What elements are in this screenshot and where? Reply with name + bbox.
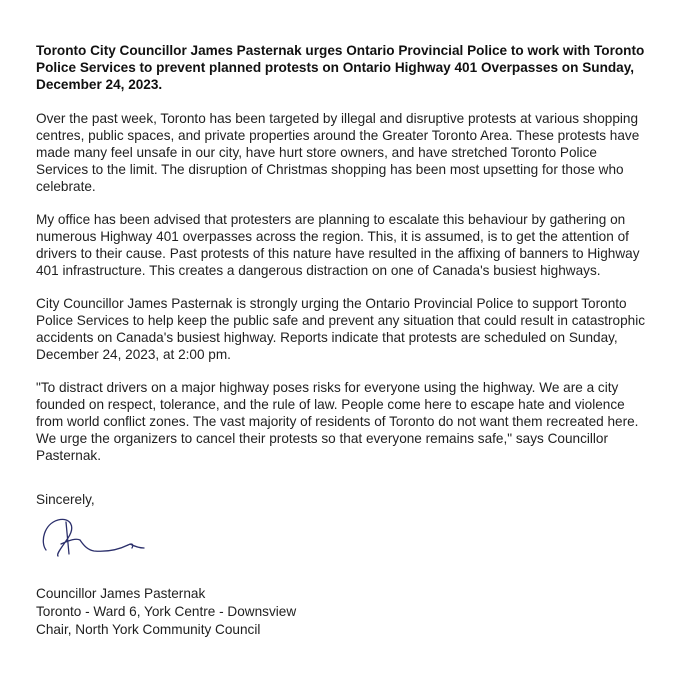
letter-headline: Toronto City Councillor James Pasternak urges Ontario Provincial Police to work with Toronto Police Services to prevent planned protests on Ontario Highway 401 Overpasses on Sunday, December 24, 2023. (36, 43, 645, 92)
signatory-name: Councillor James Pasternak (36, 586, 206, 601)
letter-body (36, 42, 648, 508)
signatory-ward: Toronto - Ward 6, York Centre - Downsview (36, 604, 297, 619)
letter-paragraph-4: "To distract drivers on a major highway poses risks for everyone using the highway. We are a city founded on respect, tolerance, and the rule of law. People come here to escape hate and violence from world conflict zones. The vast majority of residents of Toronto do not want them recreated here. We urge the organizers to cancel their protests so that everyone remains safe," says Councillor Pasternak. (36, 380, 639, 463)
letter-paragraph-2: My office has been advised that protesters are planning to escalate this behaviour by gathering on numerous Highway 401 overpasses across the region. This, it is assumed, is to get the attention of drivers to their cause. Past protests of this nature have resulted in the affixing of banners to Highway 401 infrastructure. This creates a dangerous distraction on one of Canada's busiest highways. (36, 212, 640, 278)
signature-block (36, 585, 296, 639)
letter-closing: Sincerely, (36, 492, 95, 507)
handwritten-signature (36, 510, 146, 566)
letter-paragraph-3: City Councillor James Pasternak is strongly urging the Ontario Provincial Police to support Toronto Police Services to help keep the public safe and prevent any situation that could result in catastrophic accidents on Canada's busiest highway. Reports indicate that protests are scheduled on Sunday, December 24, 2023, at 2:00 pm. (36, 296, 646, 362)
signatory-role: Chair, North York Community Council (36, 622, 261, 637)
letter-paragraph-1: Over the past week, Toronto has been targeted by illegal and disruptive protests at various shopping centres, public spaces, and private properties around the Greater Toronto Area. These protests have made many feel unsafe in our city, have hurt store owners, and have stretched Toronto Police Services to the limit. The disruption of Christmas shopping has been most upsetting for those who celebrate. (36, 111, 640, 194)
